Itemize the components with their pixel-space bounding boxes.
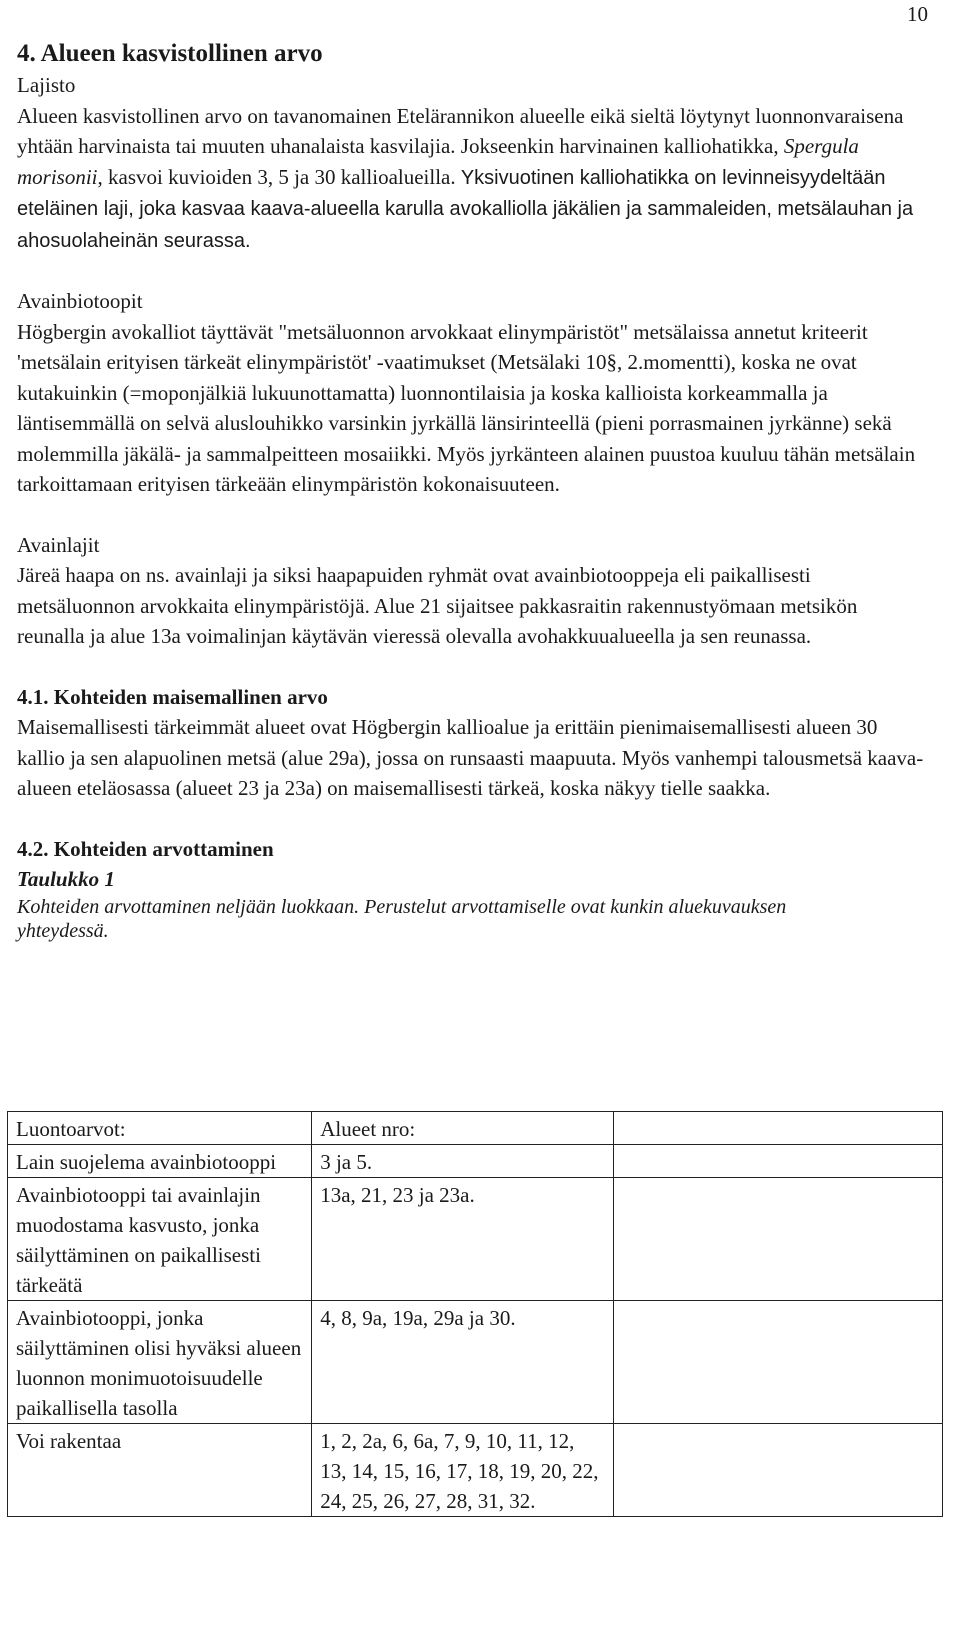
table-header-cell [613,1112,942,1145]
table-row [8,1145,943,1178]
table-row [8,1424,943,1517]
avainbiotoopit-label: Avainbiotoopit [17,289,143,313]
spacer [17,500,927,530]
table-cell: Avainbiotooppi, jonka säilyttäminen olisi hyväksi alueen luonnon monimuotoisuudelle paikallisella tasolla [8,1301,312,1424]
lajisto-paragraph [17,101,927,257]
spacer [17,256,927,286]
table-cell: Avainbiotooppi tai avainlajin muodostama kasvusto, jonka säilyttäminen on paikallisesti tärkeätä [8,1178,312,1301]
section-4-1-heading: 4.1. Kohteiden maisemallinen arvo [17,684,328,709]
table-cell: Lain suojelema avainbiotooppi [8,1145,312,1178]
lajisto-text-1: Alueen kasvistollinen arvo on tavanomainen Etelärannikon alueelle eikä sieltä löytynyt luonnonvaraisena yhtään harvinaista tai muuten uhanalaista kasvilajia. Jokseenkin harvinainen kalliohatikka, [17,103,904,158]
table-cell: 1, 2, 2a, 6, 6a, 7, 9, 10, 11, 12, 13, 14, 15, 16, 17, 18, 19, 20, 22, 24, 25, 26, 27, 28, 31, 32. [312,1424,613,1517]
table-row [8,1301,943,1424]
valuation-table [7,1111,943,1517]
table-cell: 4, 8, 9a, 19a, 29a ja 30. [312,1301,613,1424]
page-number: 10 [907,2,928,26]
table-cell: 3 ja 5. [312,1145,613,1178]
table-header-cell: Alueet nro: [312,1112,613,1145]
table-cell: Voi rakentaa [8,1424,312,1517]
spacer [17,804,927,834]
table-cell [613,1301,942,1424]
table-row [8,1178,943,1301]
table-header-cell: Luontoarvot: [8,1112,312,1145]
table-cell [613,1145,942,1178]
table-caption: Kohteiden arvottaminen neljään luokkaan. Perustelut arvottamiselle ovat kunkin aluekuvauksen yhteydessä. [17,895,787,942]
avainlajit-label: Avainlajit [17,532,100,557]
avainlajit-paragraph: Järeä haapa on ns. avainlaji ja siksi haapapuiden ryhmät ovat avainbiotooppeja eli paikallisesti metsäluonnon arvokkaita elinympäristöjä. Alue 21 sijaitsee pakkasraitin rakennustyömaan metsikön reunalla ja alue 13a voimalinjan käytävän vieressä olevalla avohakkuualueella ja sen reunassa. [17,563,858,648]
table-cell: 13a, 21, 23 ja 23a. [312,1178,613,1301]
section-4-1-paragraph: Maisemallisesti tärkeimmät alueet ovat Högbergin kallioalue ja erittäin pienimaisemallisesti alueen 30 kallio ja sen alapuolinen metsä (alue 29a), jossa on runsaasti maapuuta. Myös vanhempi talousmetsä kaava-alueen eteläosassa (alueet 23 ja 23a) on maisemallisesti tärkeä, koska näkyy tielle saakka. [17,715,924,800]
lajisto-text-2: , kasvoi kuvioiden 3, 5 ja 30 kallioalueilla. [97,164,456,189]
table-cell [613,1424,942,1517]
avainbiotoopit-paragraph: Högbergin avokalliot täyttävät "metsäluonnon arvokkaat elinympäristöt" metsälaissa annetut kriteerit 'metsälain erityisen tärkeät elinympäristöt' -vaatimukset (Metsälaki 10§, 2.momentti), koska ne ovat kutakuinkin (=moponjälkiä lukuunottamatta) luonnontilaisia ja koska kallioista korkeammalla ja läntisemmällä on selvä aluslouhikko varsinkin jyrkällä länsirinteellä (pieni porrasmainen jyrkänne) sekä molemmilla jäkälä- ja sammalpeitteen mosaiikki. Myös jyrkänteen alainen puustoa kuuluu tähän metsälain tarkoittamaan erityisen tärkeään elinympäristön kokonaisuuteen. [17,319,916,496]
spacer [17,652,927,682]
section-4-2-heading: 4.2. Kohteiden arvottaminen [17,836,274,861]
table-cell [613,1178,942,1301]
lajisto-label: Lajisto [17,73,76,97]
table-title: Taulukko 1 [17,867,115,891]
lajisto-text-3: Yksivuotinen kalliohatikka on levinneisyydeltään eteläinen laji, joka kasvaa kaava-alueella karulla avokalliolla jäkälien ja sammaleiden, metsälauhan ja ahosuolaheinän seurassa. [17,166,914,252]
document-body [17,38,927,943]
species-name: Spergula morisonii [17,134,859,189]
table-header-row [8,1112,943,1145]
section-4-heading: 4. Alueen kasvistollinen arvo [17,40,323,67]
